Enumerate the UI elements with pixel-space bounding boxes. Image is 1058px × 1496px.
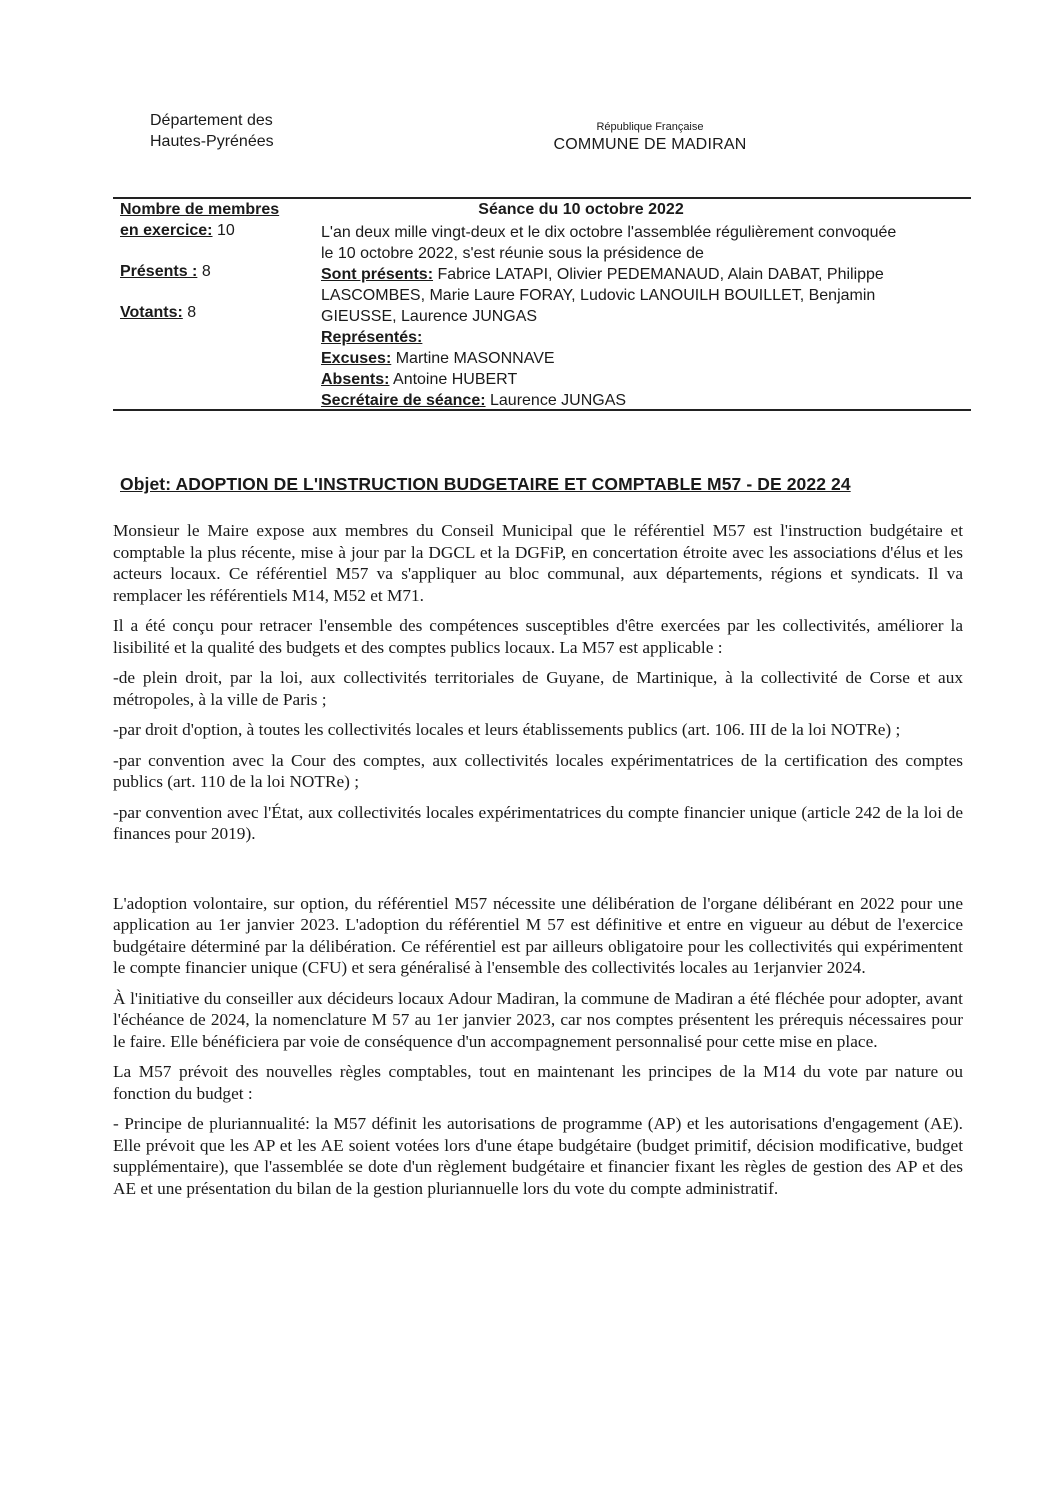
paragraph-plein-droit: -de plein droit, par la loi, aux collectivités territoriales de Guyane, de Martinique, à la collectivité de Corse et aux métropoles, à la ville de Paris ; <box>113 668 963 709</box>
absent-value: Antoine HUBERT <box>389 371 518 388</box>
in-exercise-value: 10 <box>212 222 235 239</box>
paragraph-droit-option: -par droit d'option, à toutes les collectivités locales et leurs établissements publics (art. 106. III de la loi NOTRe) ; <box>113 720 901 739</box>
members-voters <box>120 304 196 322</box>
bottom-rule <box>113 409 971 411</box>
paragraph-pluriannualite: - Principe de pluriannualité: la M57 définit les autorisations de programme (AP) et les autorisations d'engagement (AE). Elle prévoit que les AP et les AE soient votées lors d'une étape budgétaire (budget primitif, décision modificative, budget supplémentaire), que l'assemblée se dote d'un règlement budgétaire et financier fixant les règles de gestion des AP et des AE et une présentation du bilan de la gestion pluriannuelle lors du vote du compte administratif. <box>113 1114 963 1198</box>
in-exercise-label: en exercice: <box>120 222 213 239</box>
paragraph-intro: Monsieur le Maire expose aux membres du Conseil Municipal que le référentiel M57 est l'instruction budgétaire et comptable la plus récente, mise à jour par la DGCL et la DGFiP, en concertation étroite avec les associations d'élus et les acteurs locaux. Ce référentiel M57 va s'appliquer au bloc communal, aux départements, régions et syndicats. Il va remplacer les référentiels M14, M52 et M71. <box>113 521 963 605</box>
secretary-line <box>321 390 626 411</box>
department-header <box>150 110 274 152</box>
present-members-line-2: LASCOMBES, Marie Laure FORAY, Ludovic LANOUILH BOUILLET, Benjamin <box>321 287 876 304</box>
present-members-line-1 <box>321 264 884 285</box>
paragraph-cour-comptes: -par convention avec la Cour des comptes, aux collectivités locales expérimentatrices de la certification des comptes publics (art. 110 de la loi NOTRe) ; <box>113 750 963 791</box>
voters-value: 8 <box>182 304 197 321</box>
session-title: Séance du 10 octobre 2022 <box>478 201 684 218</box>
session-intro-line-1: L'an deux mille vingt-deux et le dix octobre l'assemblée régulièrement convoquée <box>321 224 897 241</box>
paragraph-etat: -par convention avec l'État, aux collectivités locales expérimentatrices du compte financier unique (article 242 de la loi de finances pour 2019). <box>113 802 963 843</box>
department-line-1: Département des <box>150 112 273 129</box>
present-members-line-3: GIEUSSE, Laurence JUNGAS <box>321 308 538 325</box>
session-intro-line-2: le 10 octobre 2022, s'est réunie sous la présidence de <box>321 245 704 262</box>
commune-name: COMMUNE DE MADIRAN <box>553 136 747 153</box>
commune-header <box>520 120 780 156</box>
members-title: Nombre de membres <box>120 201 280 218</box>
top-rule <box>113 197 971 199</box>
members-in-exercise <box>120 222 235 240</box>
represented-label: Représentés: <box>321 329 423 346</box>
paragraph-initiative: À l'initiative du conseiller aux décideurs locaux Adour Madiran, la commune de Madiran a été fléchée pour adopter, avant l'échéance de 2024, la nomenclature M 57 au 1er janvier 2023, car nos comptes présentent les prérequis nécessaires pour le faire. Elle bénéficiera par voie de conséquence d'un accompagnement personnalisé pour cette mise en place. <box>113 988 963 1051</box>
voters-label: Votants: <box>120 304 183 321</box>
republic-label: République Française <box>596 121 704 133</box>
present-count-value: 8 <box>197 263 211 280</box>
present-count-label: Présents : <box>120 263 198 280</box>
excused-label: Excuses: <box>321 350 392 367</box>
absent-label: Absents: <box>321 371 390 388</box>
members-present <box>120 263 211 281</box>
department-line-2: Hautes-Pyrénées <box>150 133 274 150</box>
excused-value: Martine MASONNAVE <box>391 350 555 367</box>
paragraph-design: Il a été conçu pour retracer l'ensemble des compétences susceptibles d'être exercées par les collectivités, améliorer la lisibilité et la qualité des budgets et des comptes publics locaux. La M57 est applicable : <box>113 616 963 657</box>
paragraph-adoption: L'adoption volontaire, sur option, du référentiel M57 nécessite une délibération de l'organe délibérant en 2022 pour une application au 1er janvier 2023. L'adoption du référentiel M 57 est définitive et entre en vigueur au début de l'exercice budgétaire déterminé par la délibération. Ce référentiel est par ailleurs obligatoire pour les collectivités qui expérimentent le compte financier unique (CFU) et sera généralisé à l'ensemble des collectivités locales au 1erjanvier 2024. <box>113 893 963 977</box>
present-members-label: Sont présents: <box>321 266 434 283</box>
deliberation-body <box>113 520 963 1199</box>
secretary-label: Secrétaire de séance: <box>321 392 486 409</box>
paragraph-regles: La M57 prévoit des nouvelles règles comptables, tout en maintenant les principes de la M14 du vote par nature ou fonction du budget : <box>113 1062 963 1103</box>
absent-line <box>321 369 517 390</box>
secretary-value: Laurence JUNGAS <box>485 392 627 409</box>
excused-line <box>321 348 555 369</box>
subject-heading: Objet: ADOPTION DE L'INSTRUCTION BUDGETAIRE ET COMPTABLE M57 - DE 2022 24 <box>120 474 851 494</box>
present-members-names-1: Fabrice LATAPI, Olivier PEDEMANAUD, Alain DABAT, Philippe <box>433 266 884 283</box>
